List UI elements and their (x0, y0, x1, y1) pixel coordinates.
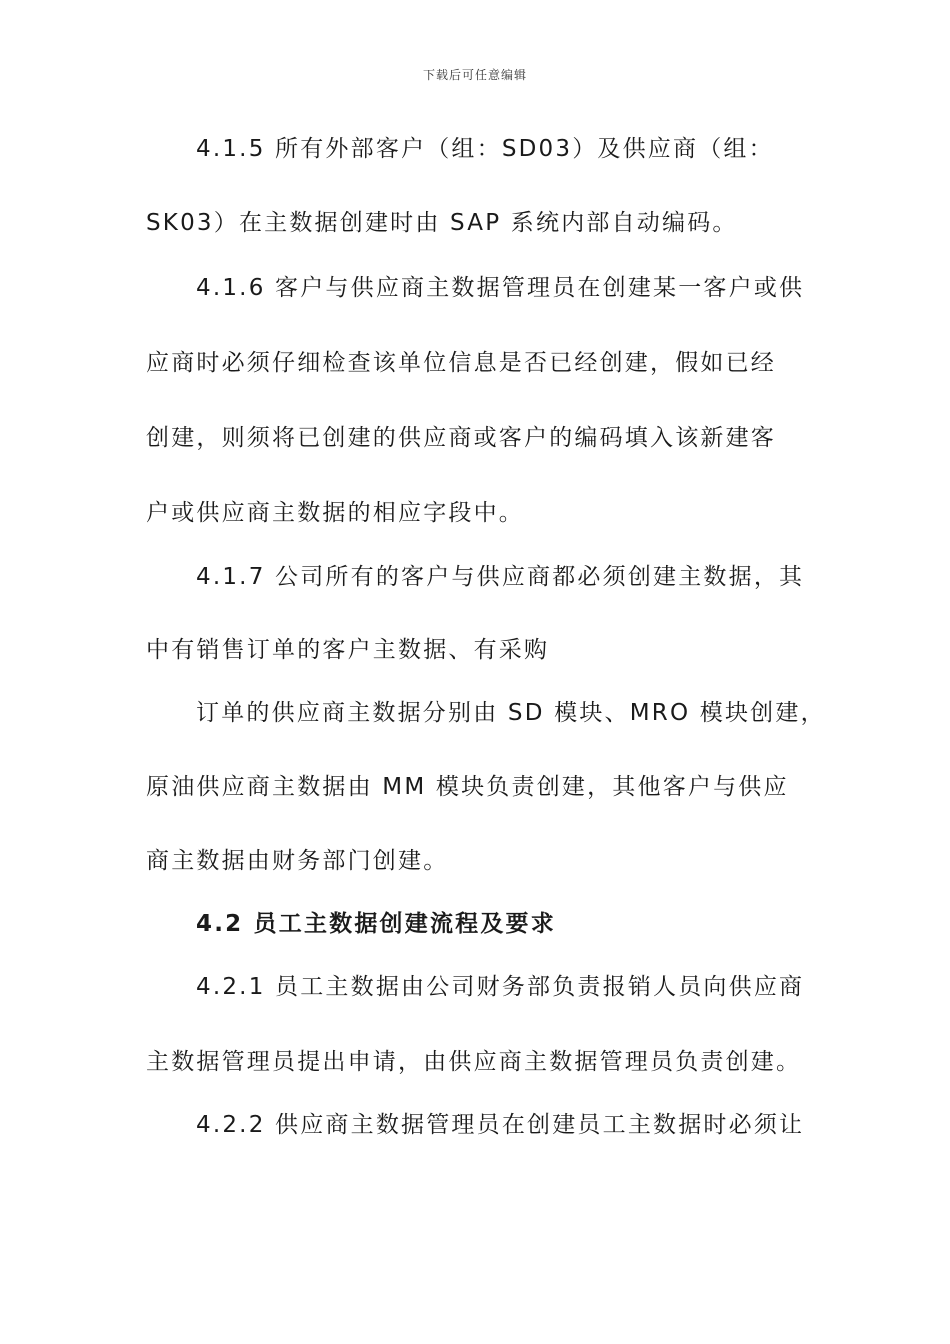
paragraph-line: 原油供应商主数据由 MM 模块负责创建，其他客户与供应 (146, 774, 789, 800)
paragraph-line: 主数据管理员提出申请，由供应商主数据管理员负责创建。 (146, 1049, 802, 1075)
paragraph-line: 4.1.7 公司所有的客户与供应商都必须创建主数据，其 (196, 564, 805, 590)
paragraph-line: 应商时必须仔细检查该单位信息是否已经创建，假如已经 (146, 350, 776, 376)
paragraph-line: SK03）在主数据创建时由 SAP 系统内部自动编码。 (146, 210, 738, 236)
paragraph-line: 4.2.1 员工主数据由公司财务部负责报销人员向供应商 (196, 974, 805, 1000)
paragraph-line: 商主数据由财务部门创建。 (146, 848, 449, 874)
page-header: 下载后可任意编辑 (422, 68, 527, 82)
paragraph-line: 创建，则须将已创建的供应商或客户的编码填入该新建客 (146, 425, 776, 451)
paragraph-line: 户或供应商主数据的相应字段中。 (146, 500, 524, 526)
paragraph-line: 4.1.6 客户与供应商主数据管理员在创建某一客户或供 (196, 275, 805, 301)
paragraph-line: 4.1.5 所有外部客户（组：SD03）及供应商（组： (196, 136, 774, 162)
paragraph-line: 4.2.2 供应商主数据管理员在创建员工主数据时必须让 (196, 1112, 805, 1138)
section-heading: 4.2 员工主数据创建流程及要求 (196, 911, 556, 937)
paragraph-line: 中有销售订单的客户主数据、有采购 (146, 637, 550, 663)
paragraph-line: 订单的供应商主数据分别由 SD 模块、MRO 模块创建， (196, 700, 826, 726)
